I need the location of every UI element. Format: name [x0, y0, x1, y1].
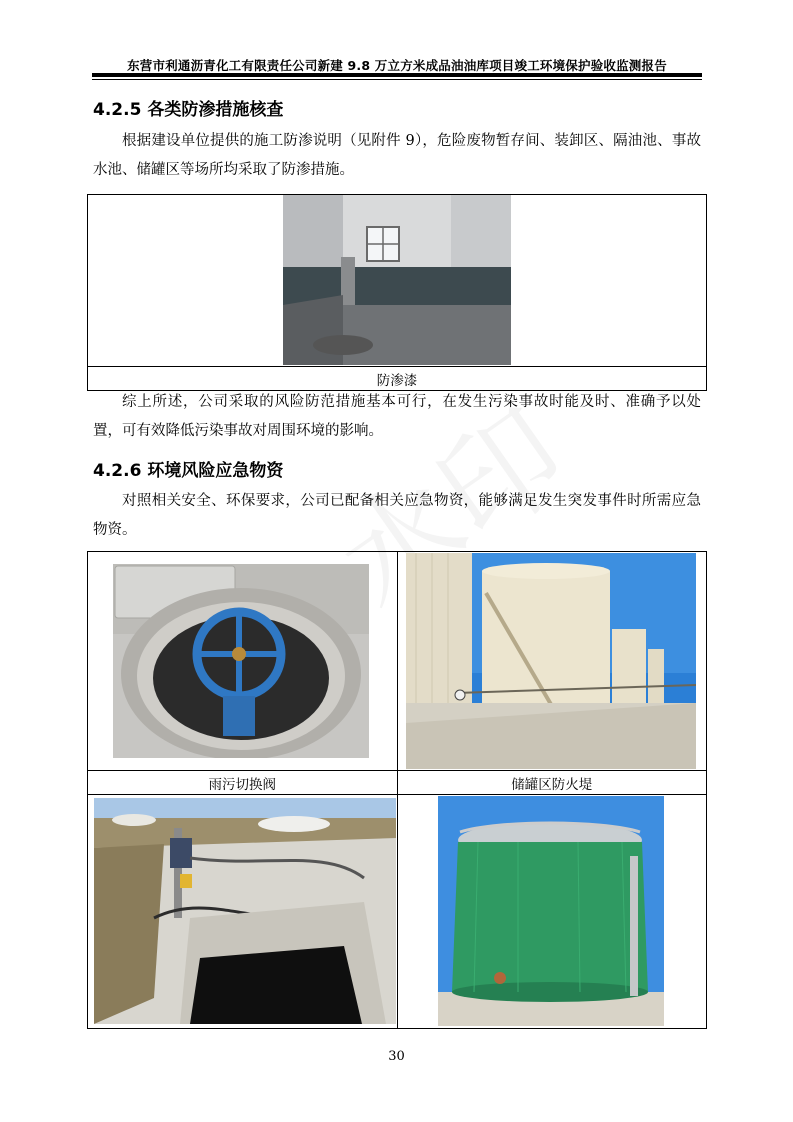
gas-detector-photo — [94, 798, 396, 1024]
header-rule-thick — [92, 73, 702, 77]
tank-firewall-photo — [406, 553, 696, 769]
green-tank-photo — [438, 796, 664, 1026]
section-paragraph: 根据建设单位提供的施工防渗说明（见附件 9），危险废物暂存间、装卸区、隔油池、事故水池、储罐区等场所均采取了防渗措施。 — [93, 133, 701, 178]
report-header-title: 东营市利通沥青化工有限责任公司新建 9.8 万立方米成品油油库项目竣工环境保护验收监测报告 — [127, 58, 667, 73]
section-paragraph: 综上所述，公司采取的风险防范措施基本可行，在发生污染事故时能及时、准确予以处置，可有效降低污染事故对周围环境的影响。 — [93, 394, 701, 439]
seepage-paint-photo — [283, 195, 511, 365]
figure-caption-valve: 雨污切换阀 — [88, 771, 398, 795]
figure-caption-firewall: 储罐区防火堤 — [397, 771, 707, 795]
section-heading-4-2-6: 4.2.6 环境风险应急物资 — [93, 461, 284, 481]
figure-caption: 防渗漆 — [88, 367, 707, 391]
section-heading-4-2-5: 4.2.5 各类防渗措施核查 — [93, 100, 284, 120]
page-number: 30 — [388, 1049, 405, 1064]
header-rule-thin — [92, 79, 702, 80]
valve-photo — [113, 564, 369, 758]
section-paragraph: 对照相关安全、环保要求，公司已配备相关应急物资，能够满足发生突发事件时所需应急物资。 — [93, 493, 701, 538]
